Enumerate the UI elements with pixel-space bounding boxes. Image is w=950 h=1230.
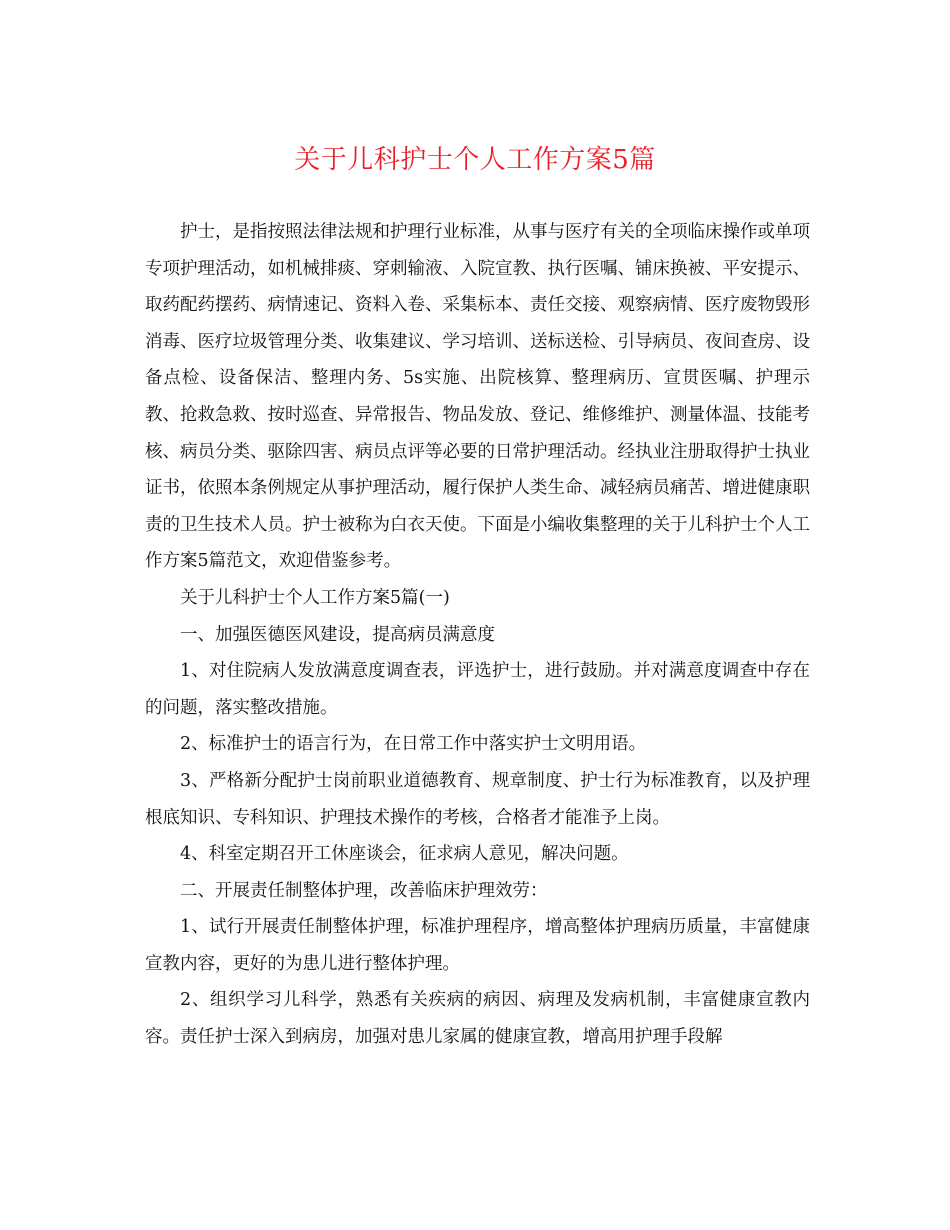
list-item: 2、标准护士的语言行为，在日常工作中落实护士文明用语。 [180,734,647,755]
list-item: 1、对住院病人发放满意度调查表，评选护士，进行鼓励。并对满意度调查中存在的问题，落实整改措施。 [145,661,810,718]
document-body [145,214,810,1056]
document-title: 关于儿科护士个人工作方案5篇 [294,145,656,175]
section-heading: 关于儿科护士个人工作方案5篇(一) [180,587,450,608]
list-item: 2、组织学习儿科学，熟悉有关疾病的病因、病理及发病机制，丰富健康宣教内容。责任护士深入到病房，加强对患儿家属的健康宣教，增高用护理手段解 [145,990,810,1048]
list-item: 3、严格新分配护士岗前职业道德教育、规章制度、护士行为标准教育，以及护理根底知识、专科知识、护理技术操作的考核，合格者才能准予上岗。 [145,770,810,828]
list-item: 4、科室定期召开工休座谈会，征求病人意见，解决问题。 [180,844,629,865]
subsection-heading: 二、开展责任制整体护理，改善临床护理效劳： [180,880,548,901]
intro-paragraph: 护士，是指按照法律法规和护理行业标准，从事与医疗有关的全项临床操作或单项专项护理活动，如机械排痰、穿刺输液、入院宣教、执行医嘱、铺床换被、平安提示、取药配药摆药、病情速记、资料入卷、采集标本、责任交接、观察病情、医疗废物毁形消毒、医疗垃圾管理分类、收集建议、学习培训、送标送检、引导病员、夜间查房、设备点检、设备保洁、整理内务、5s实施、出院核算、整理病历、宣贯医嘱、护理示教、抢救急救、按时巡查、异常报告、物品发放、登记、维修维护、测量体温、技能考核、病员分类、驱除四害、病员点评等必要的日常护理活动。经执业注册取得护士执业证书，依照本条例规定从事护理活动，履行保护人类生命、减轻病员痛苦、增进健康职责的卫生技术人员。护士被称为白衣天使。下面是小编收集整理的关于儿科护士个人工作方案5篇范文，欢迎借鉴参考。 [145,222,810,572]
subsection-heading: 一、加强医德医风建设，提高病员满意度 [180,624,495,645]
list-item: 1、试行开展责任制整体护理，标准护理程序，增高整体护理病历质量，丰富健康宣教内容，更好的为患儿进行整体护理。 [145,917,810,974]
